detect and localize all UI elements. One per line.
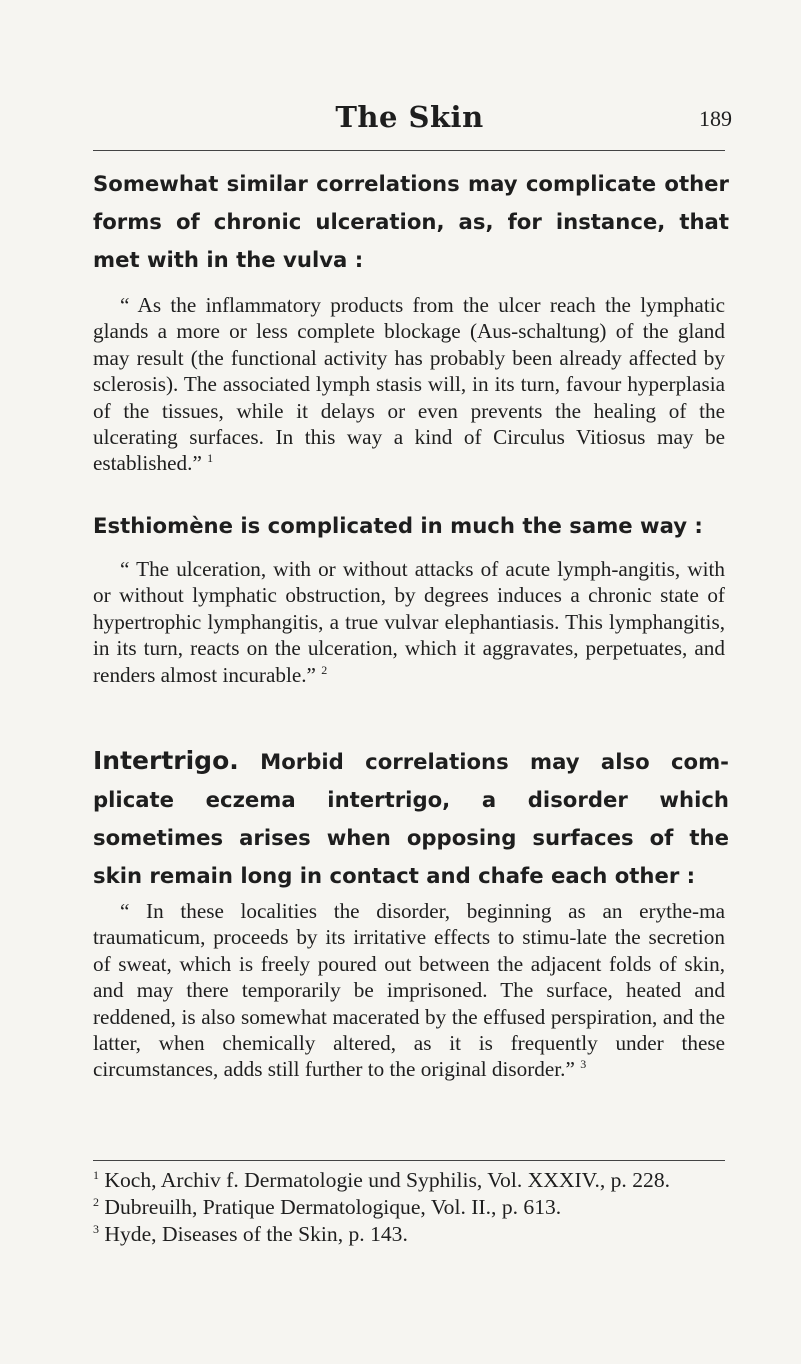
footnote-rule <box>93 1160 725 1161</box>
page-header <box>93 100 732 148</box>
footnote-ref-3: 3 <box>580 1057 587 1072</box>
intertrigo-heading: Intertrigo. <box>93 746 239 775</box>
footnote-mark: 1 <box>93 1167 99 1182</box>
quote-esthiomene-text: “ The ulceration, with or without attacks of acute lymph-angitis, with or without lymphatic obstruction, by degrees induces a chronic state of hypertrophic lymphangitis, a true vulvar elephantiasis. This lymphangitis, in its turn, reacts on the ulceration, which it aggravates, perpetuates, and renders almost incurable.” <box>93 557 725 687</box>
esthiomene-text: Esthiomène is complicated in much the same way : <box>93 513 703 538</box>
quote-vulva <box>93 292 725 477</box>
footnote <box>93 1168 725 1193</box>
page-number: 189 <box>699 106 732 131</box>
footnote-text: Koch, Archiv f. Dermatologie und Syphilis, Vol. XXXIV., p. 228. <box>104 1168 671 1192</box>
intro-paragraph <box>93 165 729 279</box>
intro-text: Somewhat similar correlations may complicate other forms of chronic ulceration, as, for instance, that met with in the vulva : <box>93 171 729 272</box>
quote-vulva-text: “ As the inflammatory products from the ulcer reach the lymphatic glands a more or less complete blockage (Aus-schaltung) of the gland may result (the functional activity has probably been already affected by sclerosis). The associated lymph stasis will, in its turn, favour hyperplasia of the tissues, while it delays or even prevents the healing of the ulcerating surfaces. In this way a kind of Circulus Vitiosus may be established.” <box>93 293 725 476</box>
footnote-ref-2: 2 <box>321 662 328 677</box>
quote-esthiomene <box>93 556 725 688</box>
running-title: The Skin <box>335 100 484 134</box>
header-rule <box>93 150 725 151</box>
footnotes <box>93 1168 725 1249</box>
footnote-mark: 2 <box>93 1194 99 1209</box>
footnote-mark: 3 <box>93 1221 99 1236</box>
footnote <box>93 1222 725 1247</box>
quote-intertrigo <box>93 898 725 1083</box>
quote-intertrigo-text: “ In these localities the disorder, beginning as an erythe-ma traumaticum, proceeds by its irritative effects to stimu-late the secretion of sweat, which is freely poured out between the adjacent folds of skin, and may there temporarily be imprisoned. The surface, heated and reddened, is also somewhat macerated by the effused perspiration, and the latter, when chemically altered, as it is frequently under these circumstances, adds still further to the original disorder.” <box>93 899 725 1082</box>
footnote-text: Hyde, Diseases of the Skin, p. 143. <box>104 1222 408 1246</box>
intertrigo-paragraph <box>93 742 729 895</box>
esthiomene-paragraph <box>93 507 729 545</box>
footnote-text: Dubreuilh, Pratique Dermatologique, Vol. II., p. 613. <box>104 1195 562 1219</box>
footnote-ref-1: 1 <box>207 451 214 466</box>
footnote <box>93 1195 725 1220</box>
intertrigo-text: Morbid correlations may also com-plicate eczema intertrigo, a disorder which sometimes arises when opposing surfaces of the skin remain long in contact and chafe each other : <box>93 749 729 888</box>
